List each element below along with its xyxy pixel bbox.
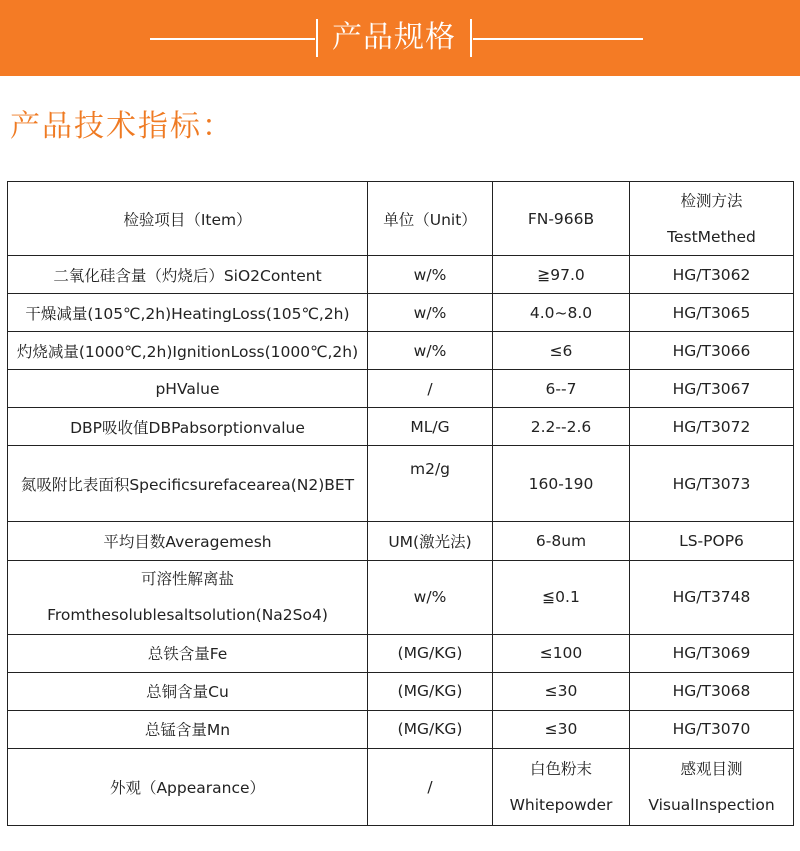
cell-item-en: Fromthesolublesaltsolution(Na2So4) (47, 606, 328, 625)
cell-unit: (MG/KG) (368, 710, 493, 748)
cell-value: ≤100 (493, 634, 630, 672)
header-method-en: TestMethed (667, 227, 756, 246)
cell-method (630, 748, 794, 825)
cell-item: 平均目数Averagemesh (8, 522, 368, 560)
table-row (8, 332, 794, 370)
cell-unit: (MG/KG) (368, 634, 493, 672)
header-value: FN-966B (493, 182, 630, 256)
cell-item: 氮吸附比表面积Specificsurefacearea(N2)BET (8, 446, 368, 522)
header-item: 检验项目（Item） (8, 182, 368, 256)
cell-value: ≦0.1 (493, 560, 630, 634)
header-unit: 单位（Unit） (368, 182, 493, 256)
cell-value: ≧97.0 (493, 256, 630, 294)
table-row (8, 748, 794, 825)
cell-item: pHValue (8, 370, 368, 408)
table-row (8, 408, 794, 446)
cell-unit: (MG/KG) (368, 672, 493, 710)
banner-decor-bar-left (316, 19, 318, 57)
table-row (8, 522, 794, 560)
table-row (8, 256, 794, 294)
cell-unit: UM(激光法) (368, 522, 493, 560)
banner-decor-bar-right (470, 19, 472, 57)
cell-item-cn: 可溶性解离盐 (140, 570, 234, 589)
table-row (8, 710, 794, 748)
cell-value: ≤30 (493, 672, 630, 710)
cell-value: 6--7 (493, 370, 630, 408)
cell-unit: w/% (368, 332, 493, 370)
cell-unit: w/% (368, 560, 493, 634)
cell-value: 4.0~8.0 (493, 294, 630, 332)
table-row (8, 672, 794, 710)
cell-value-cn: 白色粉末 (529, 759, 592, 778)
cell-item: 干燥减量(105℃,2h)HeatingLoss(105℃,2h) (8, 294, 368, 332)
table-row (8, 370, 794, 408)
banner-title: 产品规格 (332, 20, 456, 55)
cell-method-en: VisualInspection (648, 795, 775, 814)
cell-value: ≤30 (493, 710, 630, 748)
header-method-cn: 检测方法 (680, 191, 743, 210)
cell-method: HG/T3066 (630, 332, 794, 370)
cell-unit: w/% (368, 256, 493, 294)
spec-table (7, 181, 794, 826)
banner-decor-line-right (473, 38, 643, 40)
cell-unit: w/% (368, 294, 493, 332)
header-banner (0, 0, 800, 76)
cell-unit: / (368, 370, 493, 408)
cell-method: HG/T3065 (630, 294, 794, 332)
cell-item: 灼烧减量(1000℃,2h)IgnitionLoss(1000℃,2h) (8, 332, 368, 370)
table-row (8, 446, 794, 522)
cell-item (8, 560, 368, 634)
cell-value-en: Whitepowder (509, 795, 613, 814)
cell-unit: m2/g (368, 446, 493, 522)
cell-value: ≤6 (493, 332, 630, 370)
cell-method: HG/T3073 (630, 446, 794, 522)
cell-item: 外观（Appearance） (8, 748, 368, 825)
table-row (8, 634, 794, 672)
banner-decor-line-left (150, 38, 315, 40)
cell-method: HG/T3748 (630, 560, 794, 634)
header-method (630, 182, 794, 256)
table-header-row (8, 182, 794, 256)
cell-item: 总锰含量Mn (8, 710, 368, 748)
cell-method: HG/T3067 (630, 370, 794, 408)
cell-method: HG/T3072 (630, 408, 794, 446)
section-title: 产品技术指标： (10, 109, 234, 144)
table-row (8, 560, 794, 634)
cell-item: 二氧化硅含量（灼烧后）SiO2Content (8, 256, 368, 294)
cell-unit: ML/G (368, 408, 493, 446)
cell-method: HG/T3069 (630, 634, 794, 672)
cell-item: 总铁含量Fe (8, 634, 368, 672)
cell-method: HG/T3068 (630, 672, 794, 710)
cell-value: 160-190 (493, 446, 630, 522)
cell-item: DBP吸收值DBPabsorptionvalue (8, 408, 368, 446)
cell-value: 6-8um (493, 522, 630, 560)
cell-method: HG/T3062 (630, 256, 794, 294)
cell-value: 2.2--2.6 (493, 408, 630, 446)
cell-method: LS-POP6 (630, 522, 794, 560)
table-row (8, 294, 794, 332)
cell-method-cn: 感观目测 (680, 759, 743, 778)
cell-value (493, 748, 630, 825)
cell-method: HG/T3070 (630, 710, 794, 748)
cell-unit: / (368, 748, 493, 825)
cell-item: 总铜含量Cu (8, 672, 368, 710)
